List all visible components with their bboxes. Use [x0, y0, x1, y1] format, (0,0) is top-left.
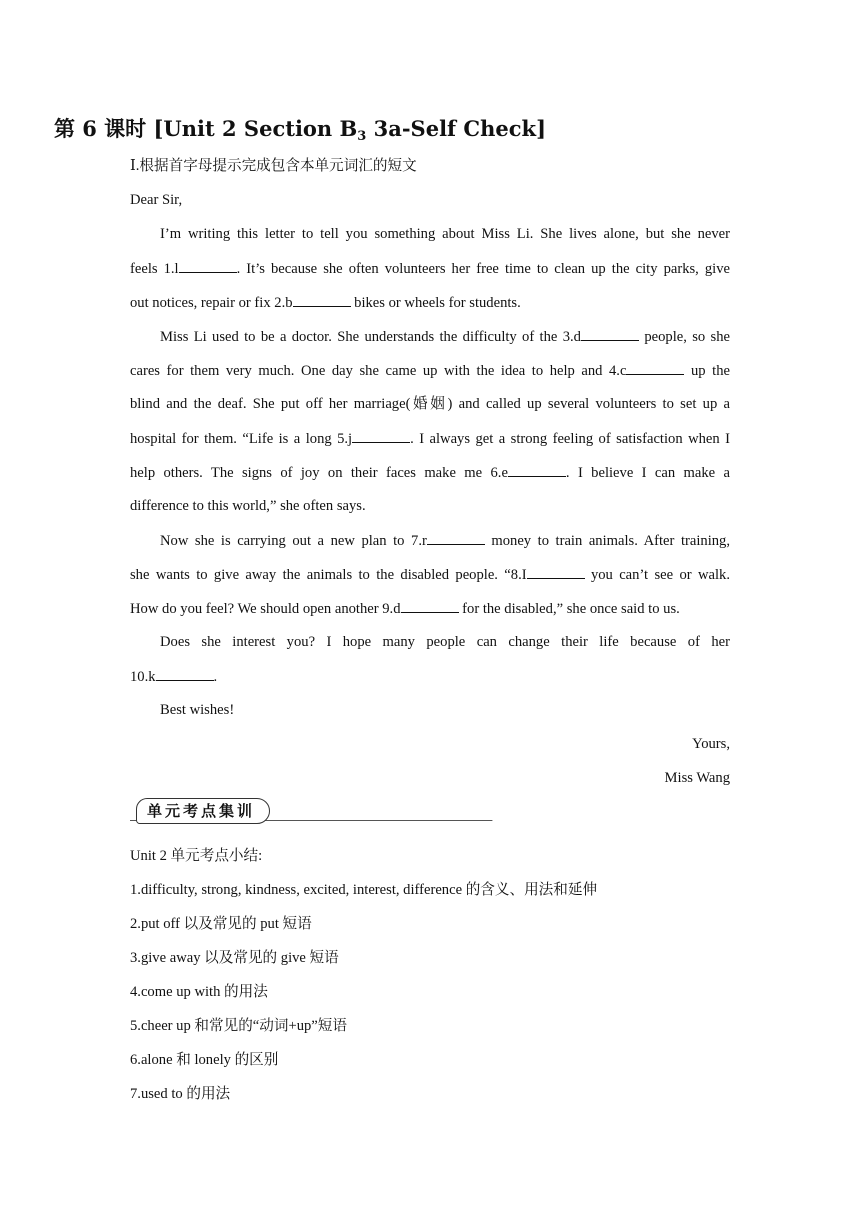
summary-item: 7.used to 的用法: [130, 1086, 231, 1102]
letter-line: I’m writing this letter to tell you something about Miss Li. She lives alone, but she never: [160, 226, 730, 242]
letter-signature: Miss Wang: [664, 770, 730, 786]
letter-closing: Yours,: [692, 736, 730, 752]
answer-blank-5[interactable]: [352, 428, 410, 443]
letter-line: feels 1.l . It’s because she often volunteers her free time to clean up the city parks, give: [130, 258, 730, 279]
banner-label: 单元考点集训: [136, 798, 270, 824]
letter-line: she wants to give away the animals to the disabled people. “8.I you can’t see or walk.: [130, 564, 730, 585]
letter-line: blind and the deaf. She put off her marriage(婚姻) and called up several volunteers to set up a: [130, 396, 730, 412]
banner-tail: [482, 820, 498, 827]
letter-line: out notices, repair or fix 2.b bikes or wheels for students.: [130, 292, 730, 313]
letter-line: cares for them very much. One day she came up with the idea to help and 4.c up the: [130, 360, 730, 381]
answer-blank-9[interactable]: [401, 598, 459, 613]
answer-blank-7[interactable]: [427, 530, 485, 545]
answer-blank-4[interactable]: [626, 360, 684, 375]
summary-item: 5.cheer up 和常见的“动词+up”短语: [130, 1018, 347, 1034]
letter-line: Now she is carrying out a new plan to 7.r money to train animals. After training,: [130, 530, 730, 551]
summary-heading: Unit 2 单元考点小结:: [130, 848, 263, 864]
letter-line: How do you feel? We should open another 9.d for the disabled,” she once said to us.: [130, 598, 730, 619]
section-banner: [130, 796, 500, 830]
answer-blank-3[interactable]: [581, 326, 639, 341]
letter-line: 10.k .: [130, 666, 730, 687]
summary-item: 4.come up with 的用法: [130, 984, 268, 1000]
letter-line: Does she interest you? I hope many people can change their life because of her: [160, 634, 730, 650]
summary-item: 2.put off 以及常见的 put 短语: [130, 916, 312, 932]
answer-blank-8[interactable]: [527, 564, 585, 579]
section-heading: Ⅰ.根据首字母提示完成包含本单元词汇的短文: [130, 158, 417, 174]
letter-line: hospital for them. “Life is a long 5.j . I always get a strong feeling of satisfaction when I: [130, 428, 730, 449]
letter-line: Best wishes!: [160, 702, 235, 718]
summary-item: 1.difficulty, strong, kindness, excited, interest, difference 的含义、用法和延伸: [130, 882, 598, 898]
answer-blank-6[interactable]: [508, 462, 566, 477]
letter-salutation: Dear Sir,: [130, 192, 183, 208]
answer-blank-10[interactable]: [156, 666, 214, 681]
summary-item: 3.give away 以及常见的 give 短语: [130, 950, 339, 966]
letter-line: Miss Li used to be a doctor. She understands the difficulty of the 3.d people, so she: [130, 326, 730, 347]
letter-line: help others. The signs of joy on their faces make me 6.e . I believe I can make a: [130, 462, 730, 483]
page-title: 第 6 课时 [Unit 2 Section B3 3a-Self Check]: [53, 116, 547, 144]
answer-blank-2[interactable]: [293, 292, 351, 307]
answer-blank-1[interactable]: [179, 258, 237, 273]
summary-item: 6.alone 和 lonely 的区别: [130, 1052, 279, 1068]
letter-line: difference to this world,” she often says.: [130, 498, 366, 514]
